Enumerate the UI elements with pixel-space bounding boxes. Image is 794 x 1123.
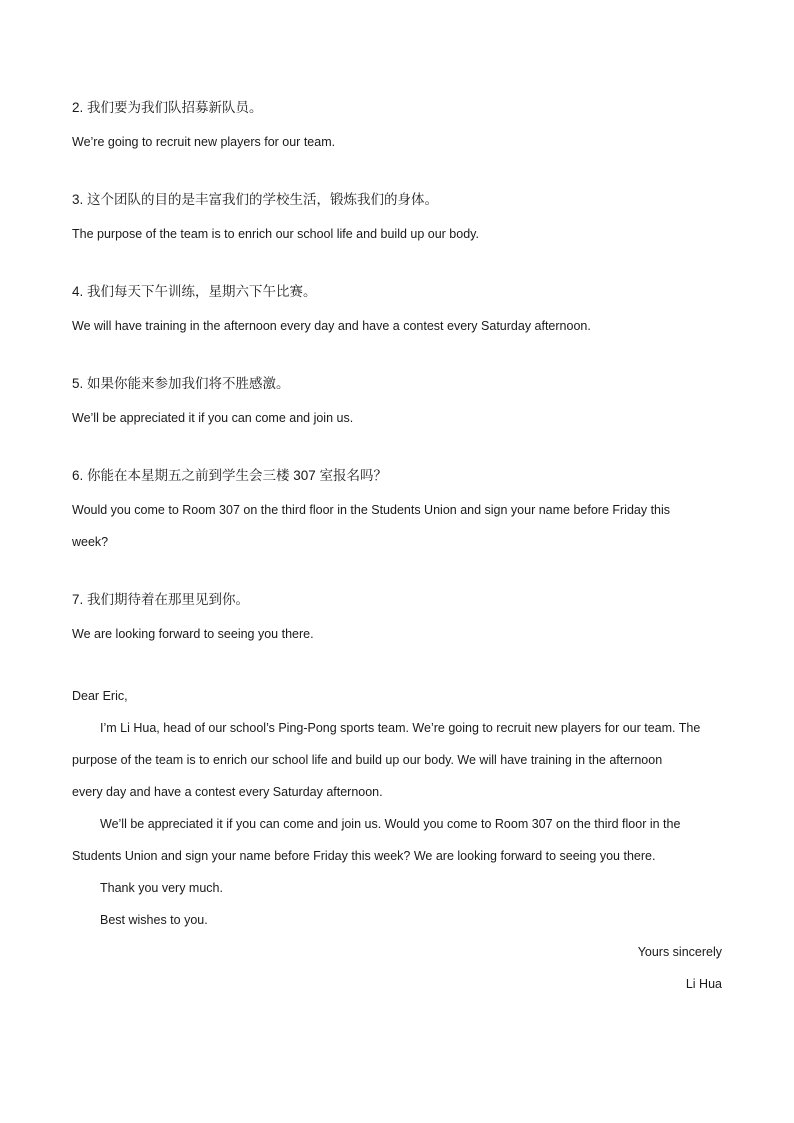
english-translation [72, 126, 722, 158]
letter-line: purpose of the team is to enrich our school life and build up our body. We will have training in the afternoon [72, 753, 663, 767]
letter-paragraph-1 [72, 712, 722, 808]
english-translation [72, 494, 722, 558]
translation-item-5 [72, 374, 722, 434]
letter-paragraph-2 [72, 808, 722, 872]
spacer [72, 434, 722, 466]
english-line: We are looking forward to seeing you there. [72, 627, 314, 641]
chinese-sentence: 7. 我们期待着在那里见到你。 [72, 592, 250, 607]
letter-line: I’m Li Hua, head of our school’s Ping-Pong sports team. We’re going to recruit new players for our team. The [100, 721, 701, 735]
chinese-sentence: 4. 我们每天下午训练，星期六下午比赛。 [72, 284, 317, 299]
english-translation [72, 402, 722, 434]
english-line: We’re going to recruit new players for our team. [72, 135, 336, 149]
translation-item-7 [72, 590, 722, 650]
translation-item-2 [72, 98, 722, 158]
letter-line: We’ll be appreciated it if you can come and join us. Would you come to Room 307 on the third floor in the [100, 817, 681, 831]
english-line: The purpose of the team is to enrich our school life and build up our body. [72, 227, 479, 241]
english-translation [72, 618, 722, 650]
letter-closing: Yours sincerely [637, 945, 722, 959]
letter-line: Students Union and sign your name before Friday this week? We are looking forward to seeing you there. [72, 849, 656, 863]
letter [72, 680, 722, 1000]
letter-wishes: Best wishes to you. [100, 913, 208, 927]
chinese-sentence: 2. 我们要为我们队招募新队员。 [72, 100, 263, 115]
translation-item-6 [72, 466, 722, 558]
english-translation [72, 218, 722, 250]
chinese-sentence: 5. 如果你能来参加我们将不胜感激。 [72, 376, 290, 391]
english-line: We’ll be appreciated it if you can come and join us. [72, 411, 354, 425]
letter-thanks: Thank you very much. [100, 881, 223, 895]
translation-item-4 [72, 282, 722, 342]
translation-item-3 [72, 190, 722, 250]
chinese-sentence: 3. 这个团队的目的是丰富我们的学校生活，锻炼我们的身体。 [72, 192, 439, 207]
spacer [72, 558, 722, 590]
spacer [72, 342, 722, 374]
document-content [72, 98, 722, 1000]
english-line: Would you come to Room 307 on the third floor in the Students Union and sign your name before Friday this [72, 503, 671, 517]
letter-greeting: Dear Eric, [72, 689, 128, 703]
spacer [72, 158, 722, 190]
spacer [72, 250, 722, 282]
english-translation [72, 310, 722, 342]
chinese-sentence: 6. 你能在本星期五之前到学生会三楼 307 室报名吗？ [72, 468, 388, 483]
english-line: We will have training in the afternoon every day and have a contest every Saturday afternoon. [72, 319, 591, 333]
letter-signature: Li Hua [685, 977, 722, 991]
letter-line: every day and have a contest every Saturday afternoon. [72, 785, 383, 799]
english-line: week? [72, 535, 109, 549]
